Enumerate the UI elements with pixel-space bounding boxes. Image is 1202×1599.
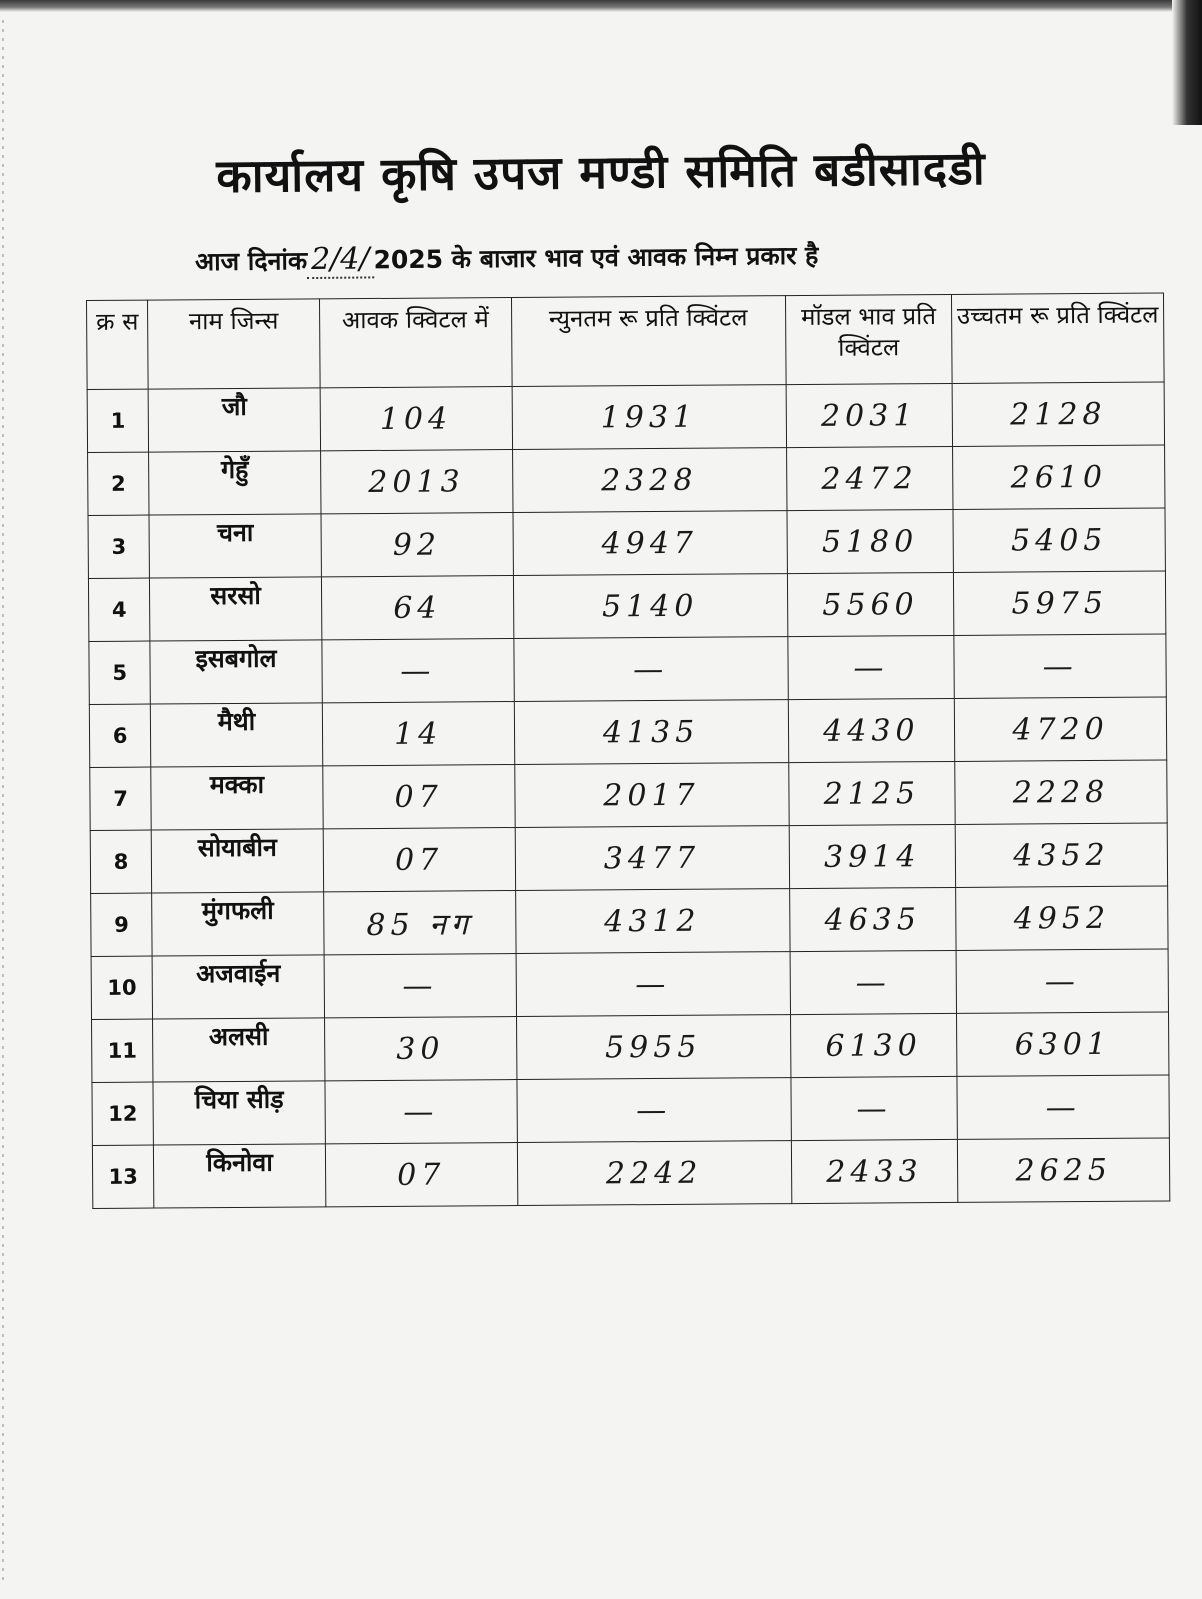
crop-name-cell: सोयाबीन: [151, 829, 323, 893]
table-row: [91, 886, 1168, 957]
max-price-cell: 2610: [953, 445, 1165, 509]
model-price-cell: 2031: [786, 383, 953, 447]
model-price-cell: 2433: [791, 1139, 958, 1203]
min-price-cell: —: [516, 952, 790, 1017]
crop-name-cell: सरसो: [150, 577, 322, 641]
arrival-cell: 2013: [320, 450, 512, 514]
min-price-cell: 3477: [515, 826, 789, 891]
model-price-cell: 2125: [788, 761, 955, 825]
min-price-cell: 2242: [517, 1141, 791, 1206]
min-price-cell: 4312: [515, 889, 789, 954]
serial-cell: 6: [89, 704, 151, 767]
min-price-cell: 2328: [512, 448, 786, 513]
crop-name-cell: मैथी: [151, 703, 323, 767]
arrival-cell: —: [324, 954, 516, 1018]
max-price-cell: 4952: [956, 886, 1168, 950]
serial-cell: 7: [90, 767, 152, 830]
paper-perforation: [2, 20, 4, 1580]
date-prefix: आज दिनांक: [194, 246, 308, 277]
model-price-cell: 6130: [790, 1013, 957, 1077]
serial-cell: 1: [87, 389, 149, 452]
min-price-cell: 4947: [513, 511, 787, 576]
arrival-cell: 64: [321, 576, 513, 640]
market-rates-table: [86, 292, 1170, 1209]
model-price-cell: 4635: [789, 887, 956, 951]
min-price-cell: 4135: [514, 700, 788, 765]
table-row: [87, 382, 1164, 453]
crop-name-cell: किनोवा: [154, 1144, 326, 1208]
min-price-cell: 5955: [516, 1015, 790, 1080]
date-suffix: के बाजार भाव एवं आवक निम्न प्रकार है: [451, 240, 819, 274]
serial-cell: 4: [88, 578, 150, 641]
col-model-price: मॉडल भाव प्रति क्विंटल: [785, 294, 952, 384]
crop-name-cell: चिया सीड़: [153, 1081, 325, 1145]
col-serial: क्र स: [87, 300, 149, 389]
table-row: [88, 508, 1165, 579]
date-year: 2025: [373, 244, 444, 275]
office-title: कार्यालय कृषि उपज मण्डी समिति बडीसादडी: [216, 140, 986, 204]
crop-name-cell: चना: [149, 514, 321, 578]
arrival-cell: 07: [325, 1143, 517, 1207]
max-price-cell: 4352: [955, 823, 1167, 887]
col-max-price: उच्चतम रू प्रति क्विंटल: [952, 293, 1164, 383]
serial-cell: 2: [88, 452, 150, 515]
col-min-price: न्युनतम रू प्रति क्विंटल: [511, 296, 786, 387]
max-price-cell: 2625: [958, 1138, 1170, 1202]
table-row: [91, 949, 1168, 1020]
arrival-cell: —: [322, 639, 514, 703]
serial-cell: 8: [90, 830, 152, 893]
model-price-cell: —: [787, 635, 954, 699]
model-price-cell: 3914: [789, 824, 956, 888]
arrival-cell: 92: [321, 513, 513, 577]
crop-name-cell: अलसी: [153, 1018, 325, 1082]
model-price-cell: 5560: [787, 572, 954, 636]
crop-name-cell: अजवाईन: [152, 955, 324, 1019]
max-price-cell: —: [957, 1075, 1169, 1139]
col-crop-name: नाम जिन्स: [148, 299, 320, 389]
crop-name-cell: मक्का: [151, 766, 323, 830]
model-price-cell: 2472: [786, 446, 953, 510]
serial-cell: 10: [91, 956, 153, 1019]
table-row: [88, 445, 1165, 516]
max-price-cell: —: [956, 949, 1168, 1013]
max-price-cell: 6301: [957, 1012, 1169, 1076]
serial-cell: 9: [91, 893, 153, 956]
handwritten-date: 2/4/: [307, 241, 374, 279]
table-row: [89, 697, 1166, 768]
min-price-cell: —: [516, 1078, 790, 1143]
serial-cell: 3: [88, 515, 150, 578]
paper-right-edge: [1172, 0, 1202, 125]
min-price-cell: 2017: [514, 763, 788, 828]
crop-name-cell: मुंगफली: [152, 892, 324, 956]
date-line: [195, 237, 819, 279]
model-price-cell: 5180: [787, 509, 954, 573]
col-arrival: आवक क्विटल में: [319, 298, 511, 388]
model-price-cell: 4430: [788, 698, 955, 762]
crop-name-cell: जौ: [148, 388, 320, 452]
table-row: [90, 760, 1167, 831]
table-row: [92, 1012, 1169, 1083]
arrival-cell: 14: [322, 702, 514, 766]
arrival-cell: 30: [324, 1017, 516, 1081]
arrival-cell: —: [325, 1080, 517, 1144]
arrival-cell: 07: [323, 765, 515, 829]
table-row: [90, 823, 1167, 894]
table-row: [89, 634, 1166, 705]
paper-top-edge: [0, 0, 1202, 12]
serial-cell: 5: [89, 641, 151, 704]
arrival-cell: 104: [320, 387, 512, 451]
model-price-cell: —: [790, 950, 957, 1014]
crop-name-cell: इसबगोल: [150, 640, 322, 704]
max-price-cell: 5975: [954, 571, 1166, 635]
min-price-cell: —: [513, 637, 787, 702]
min-price-cell: 5140: [513, 574, 787, 639]
max-price-cell: 5405: [953, 508, 1165, 572]
table-row: [88, 571, 1165, 642]
arrival-cell: 85 नग: [323, 891, 515, 955]
serial-cell: 11: [92, 1019, 154, 1082]
table-row: [92, 1075, 1169, 1146]
table-header-row: [87, 293, 1165, 390]
max-price-cell: 2128: [952, 382, 1164, 446]
arrival-cell: 07: [323, 828, 515, 892]
serial-cell: 12: [92, 1082, 154, 1145]
table-row: [92, 1138, 1169, 1209]
crop-name-cell: गेहुँ: [149, 451, 321, 515]
max-price-cell: 2228: [955, 760, 1167, 824]
model-price-cell: —: [791, 1076, 958, 1140]
max-price-cell: —: [954, 634, 1166, 698]
serial-cell: 13: [92, 1145, 154, 1208]
min-price-cell: 1931: [512, 385, 786, 450]
max-price-cell: 4720: [954, 697, 1166, 761]
